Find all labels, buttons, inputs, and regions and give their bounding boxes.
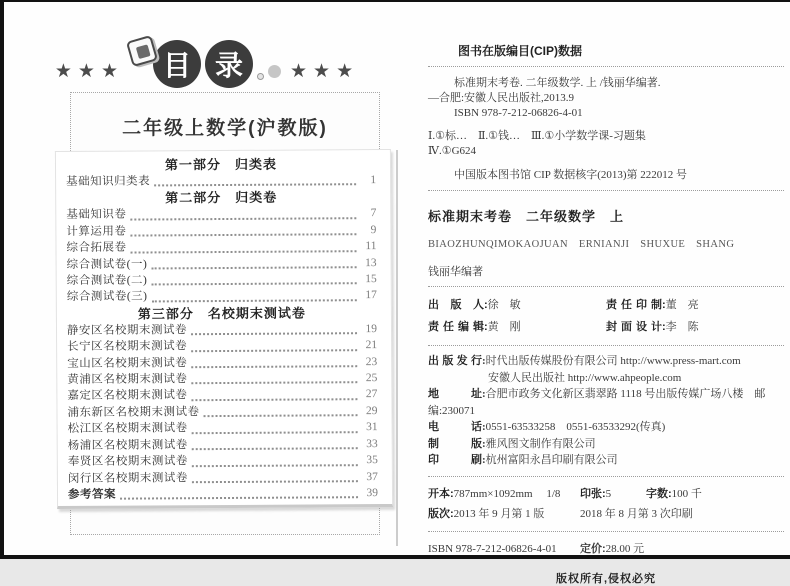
dotted-leader	[131, 250, 357, 253]
toc-page-number: 1	[370, 174, 377, 187]
toc-title-circle: 目	[153, 40, 201, 88]
publisher-block	[428, 353, 784, 469]
toc-item-row	[66, 205, 376, 223]
spec-value: 2018 年 8 月第 3 次印刷	[580, 507, 693, 520]
cip-paragraph	[428, 76, 784, 121]
dotted-leader	[151, 299, 356, 302]
toc-item-label: 基础知识卷	[66, 209, 127, 222]
toc-section-heading: 第二部分 归类卷	[165, 190, 278, 206]
cip-class-line: Ⅳ.①G624	[428, 145, 477, 157]
staff-label: 出 版 人	[428, 299, 484, 311]
dotted-leader	[151, 266, 356, 269]
publisher-row	[428, 419, 784, 436]
publisher-label: 电 话	[428, 421, 482, 433]
toc-item-row	[67, 255, 377, 273]
spec-cell	[580, 484, 646, 504]
toc-item-label: 综合测试卷(三)	[66, 290, 148, 304]
staff-label: 责任印制	[606, 299, 662, 311]
star-icon: ★	[77, 60, 95, 82]
dotted-leader	[192, 431, 358, 434]
decorative-dot-icon	[257, 73, 264, 80]
toc-page-number: 23	[365, 355, 378, 368]
cip-class-line: Ⅰ.①标… Ⅱ.①钱… Ⅲ.①小学数学课-习题集	[428, 130, 646, 142]
toc-item-row	[67, 271, 377, 289]
staff-value: 李 陈	[665, 321, 699, 333]
dotted-leader	[120, 496, 358, 499]
decorative-dot-icon	[268, 65, 281, 78]
publisher-row	[428, 452, 784, 469]
toc-page-number: 31	[366, 421, 378, 434]
toc-item-label: 长宁区名校期末测试卷	[67, 340, 188, 354]
toc-item-label: 松江区名校期末测试卷	[67, 422, 188, 436]
toc-item-row	[67, 403, 377, 421]
divider	[428, 190, 784, 191]
toc-page-number: 27	[365, 388, 378, 401]
divider	[428, 286, 784, 287]
toc-item-label: 静安区名校期末测试卷	[66, 324, 188, 337]
toc-item-label: 计算运用卷	[66, 225, 127, 238]
toc-item-label: 综合测试卷(一)	[66, 258, 148, 271]
publisher-colon: :	[482, 421, 486, 433]
dotted-leader	[192, 480, 358, 483]
toc-page-number: 35	[366, 454, 378, 467]
toc-page-number: 11	[365, 240, 377, 253]
cip-line: 标准期末考卷. 二年级数学. 上 /钱丽华编著.	[454, 77, 661, 89]
page-fold-divider	[396, 150, 398, 546]
publisher-colon: :	[482, 388, 486, 400]
toc-page-number: 19	[365, 322, 378, 335]
publisher-label: 印 刷	[428, 454, 482, 466]
toc-item-label: 基础知识归类表	[66, 175, 151, 188]
toc-page-number: 21	[365, 339, 378, 352]
star-icon: ★	[313, 60, 331, 82]
dotted-leader	[192, 464, 358, 467]
publisher-colon: :	[482, 355, 486, 367]
publisher-value: 0551-63533258 0551-63533292(传真)	[485, 421, 666, 433]
toc-item-row	[67, 337, 377, 355]
dotted-leader	[191, 365, 357, 368]
divider	[428, 66, 784, 67]
star-icon: ★	[290, 60, 308, 82]
price-label: 定价:	[580, 542, 606, 555]
toc-page-number: 13	[365, 256, 377, 269]
toc-item-row	[66, 172, 376, 190]
dotted-leader	[154, 184, 356, 187]
toc-item-row	[66, 238, 376, 256]
cip-line: ISBN 978-7-212-06826-4-01	[454, 107, 583, 119]
toc-sheet	[55, 149, 393, 509]
spec-label: 字数:	[646, 487, 672, 500]
cip-record: 中国版本图书馆 CIP 数据核字(2013)第 222012 号	[454, 169, 688, 181]
publisher-row	[428, 436, 784, 453]
toc-item-label: 奉贤区名校期末测试卷	[67, 455, 188, 469]
toc-item-label: 嘉定区名校期末测试卷	[67, 389, 188, 403]
print-specs-block	[428, 484, 784, 524]
staff-value: 徐 敏	[487, 299, 521, 311]
toc-item-label: 浦东新区名校期末测试卷	[67, 406, 200, 419]
staff-cell	[428, 316, 606, 338]
star-icon: ★	[336, 60, 354, 82]
toc-item-row	[67, 354, 377, 372]
toc-section-heading: 第三部分 名校期末测试卷	[137, 305, 306, 322]
publisher-value: 杭州富阳永昌印刷有限公司	[485, 454, 618, 466]
divider	[428, 531, 784, 532]
publisher-value: 合肥市政务文化新区翡翠路 1118 号出版传媒广场八楼 邮编:230071	[428, 388, 766, 417]
toc-page-number: 33	[366, 437, 378, 450]
toc-page-number: 7	[370, 207, 377, 220]
spec-label: 开本:	[428, 487, 454, 500]
price-value: 28.00 元	[605, 542, 645, 555]
dotted-leader	[204, 414, 358, 417]
staff-label: 责任编辑	[428, 321, 484, 333]
toc-item-label: 杨浦区名校期末测试卷	[67, 438, 188, 452]
publisher-colon: :	[482, 454, 486, 466]
staff-value: 黄 刚	[487, 321, 521, 333]
copyright-notice: 版权所有,侵权必究	[555, 572, 657, 585]
publisher-label: 地 址	[428, 388, 482, 400]
publisher-colon: :	[482, 437, 486, 450]
dotted-leader	[130, 233, 356, 236]
toc-item-row	[68, 469, 378, 487]
spec-cell	[428, 504, 580, 524]
toc-item-label: 综合拓展卷	[66, 241, 127, 255]
toc-logo-row	[4, 32, 404, 96]
staff-colon: :	[484, 299, 488, 311]
spec-value: 787mm×1092mm 1/8	[453, 487, 561, 500]
toc-item-row	[67, 370, 377, 388]
staff-cell	[428, 294, 606, 316]
divider	[428, 476, 784, 477]
colophon-pinyin: BIAOZHUNQIMOKAOJUAN ERNIANJI SHUXUE SHANG	[428, 239, 735, 250]
toc-item-row	[67, 288, 377, 306]
toc-page-number: 39	[366, 486, 379, 500]
publisher-value: 时代出版传媒股份有限公司 http://www.press-mart.com	[485, 355, 741, 367]
cip-header: 图书在版编目(CIP)数据	[458, 44, 582, 58]
dotted-leader	[130, 217, 356, 220]
toc-page-number: 9	[370, 223, 377, 236]
toc-item-label: 黄浦区名校期末测试卷	[67, 373, 188, 387]
toc-section-heading: 第一部分 归类表	[164, 156, 278, 173]
toc-page-number: 25	[365, 372, 378, 385]
toc-item-row	[66, 222, 376, 240]
toc-page-number: 15	[365, 273, 377, 286]
divider	[428, 345, 784, 346]
toc-item-label: 宝山区名校期末测试卷	[67, 356, 188, 370]
star-icon: ★	[54, 60, 72, 82]
publisher-value: 雅风图文制作有限公司	[485, 437, 596, 450]
toc-list	[66, 155, 378, 503]
staff-cell	[606, 294, 784, 316]
publisher-row	[428, 370, 784, 387]
spec-cell	[580, 508, 693, 520]
dotted-leader	[191, 382, 357, 385]
publisher-row	[428, 386, 784, 419]
staff-colon: :	[662, 321, 666, 333]
specs-row	[428, 484, 784, 504]
cip-line: —合肥:安徽人民出版社,2013.9	[428, 92, 575, 104]
toc-item-label: 参考答案	[67, 488, 117, 501]
dotted-leader	[191, 349, 357, 352]
isbn-number: ISBN 978-7-212-06826-4-01	[428, 542, 557, 555]
dotted-leader	[191, 332, 357, 335]
colophon-page	[428, 42, 784, 586]
isbn-price-row	[428, 541, 784, 557]
publisher-value: 安徽人民出版社 http://www.ahpeople.com	[488, 371, 682, 384]
dotted-leader	[191, 398, 357, 401]
publisher-label: 制 版	[428, 437, 482, 450]
toc-item-row	[68, 436, 378, 454]
toc-page-number: 37	[366, 470, 378, 483]
toc-item-row	[68, 452, 378, 470]
dotted-leader	[192, 447, 358, 450]
staff-value: 董 亮	[665, 299, 699, 311]
specs-row	[428, 504, 784, 524]
toc-item-row	[67, 321, 377, 339]
colophon-author: 钱丽华编著	[428, 266, 483, 278]
staff-grid	[428, 294, 784, 338]
spec-value: 5	[605, 487, 612, 500]
staff-cell	[606, 316, 784, 338]
dotted-leader	[151, 283, 356, 286]
cip-classification	[428, 129, 784, 159]
spec-label: 印张:	[580, 487, 606, 500]
spec-value: 2013 年 9 月第 1 版	[453, 507, 545, 520]
toc-answers-row	[68, 485, 378, 503]
toc-page-number: 29	[365, 404, 378, 418]
spec-value: 100 千	[671, 487, 702, 500]
colophon-book-title: 标准期末考卷 二年级数学 上	[428, 209, 625, 224]
toc-page-number: 17	[365, 289, 377, 302]
star-icon: ★	[100, 60, 118, 82]
spec-cell	[646, 488, 702, 500]
spec-cell	[428, 484, 580, 504]
toc-title-circle: 录	[205, 40, 253, 88]
toc-item-row	[68, 419, 378, 437]
staff-colon: :	[484, 321, 488, 333]
spec-label: 版次:	[428, 507, 454, 520]
book-title: 二年级上数学(沪教版)	[122, 118, 328, 139]
toc-item-label: 综合测试卷(二)	[66, 274, 148, 287]
staff-colon: :	[662, 299, 666, 311]
toc-item-label: 闵行区名校期末测试卷	[67, 471, 188, 485]
toc-item-row	[67, 387, 377, 405]
publisher-label: 出版发行	[428, 355, 482, 367]
publisher-row	[428, 353, 784, 370]
staff-label: 封面设计	[606, 321, 662, 333]
